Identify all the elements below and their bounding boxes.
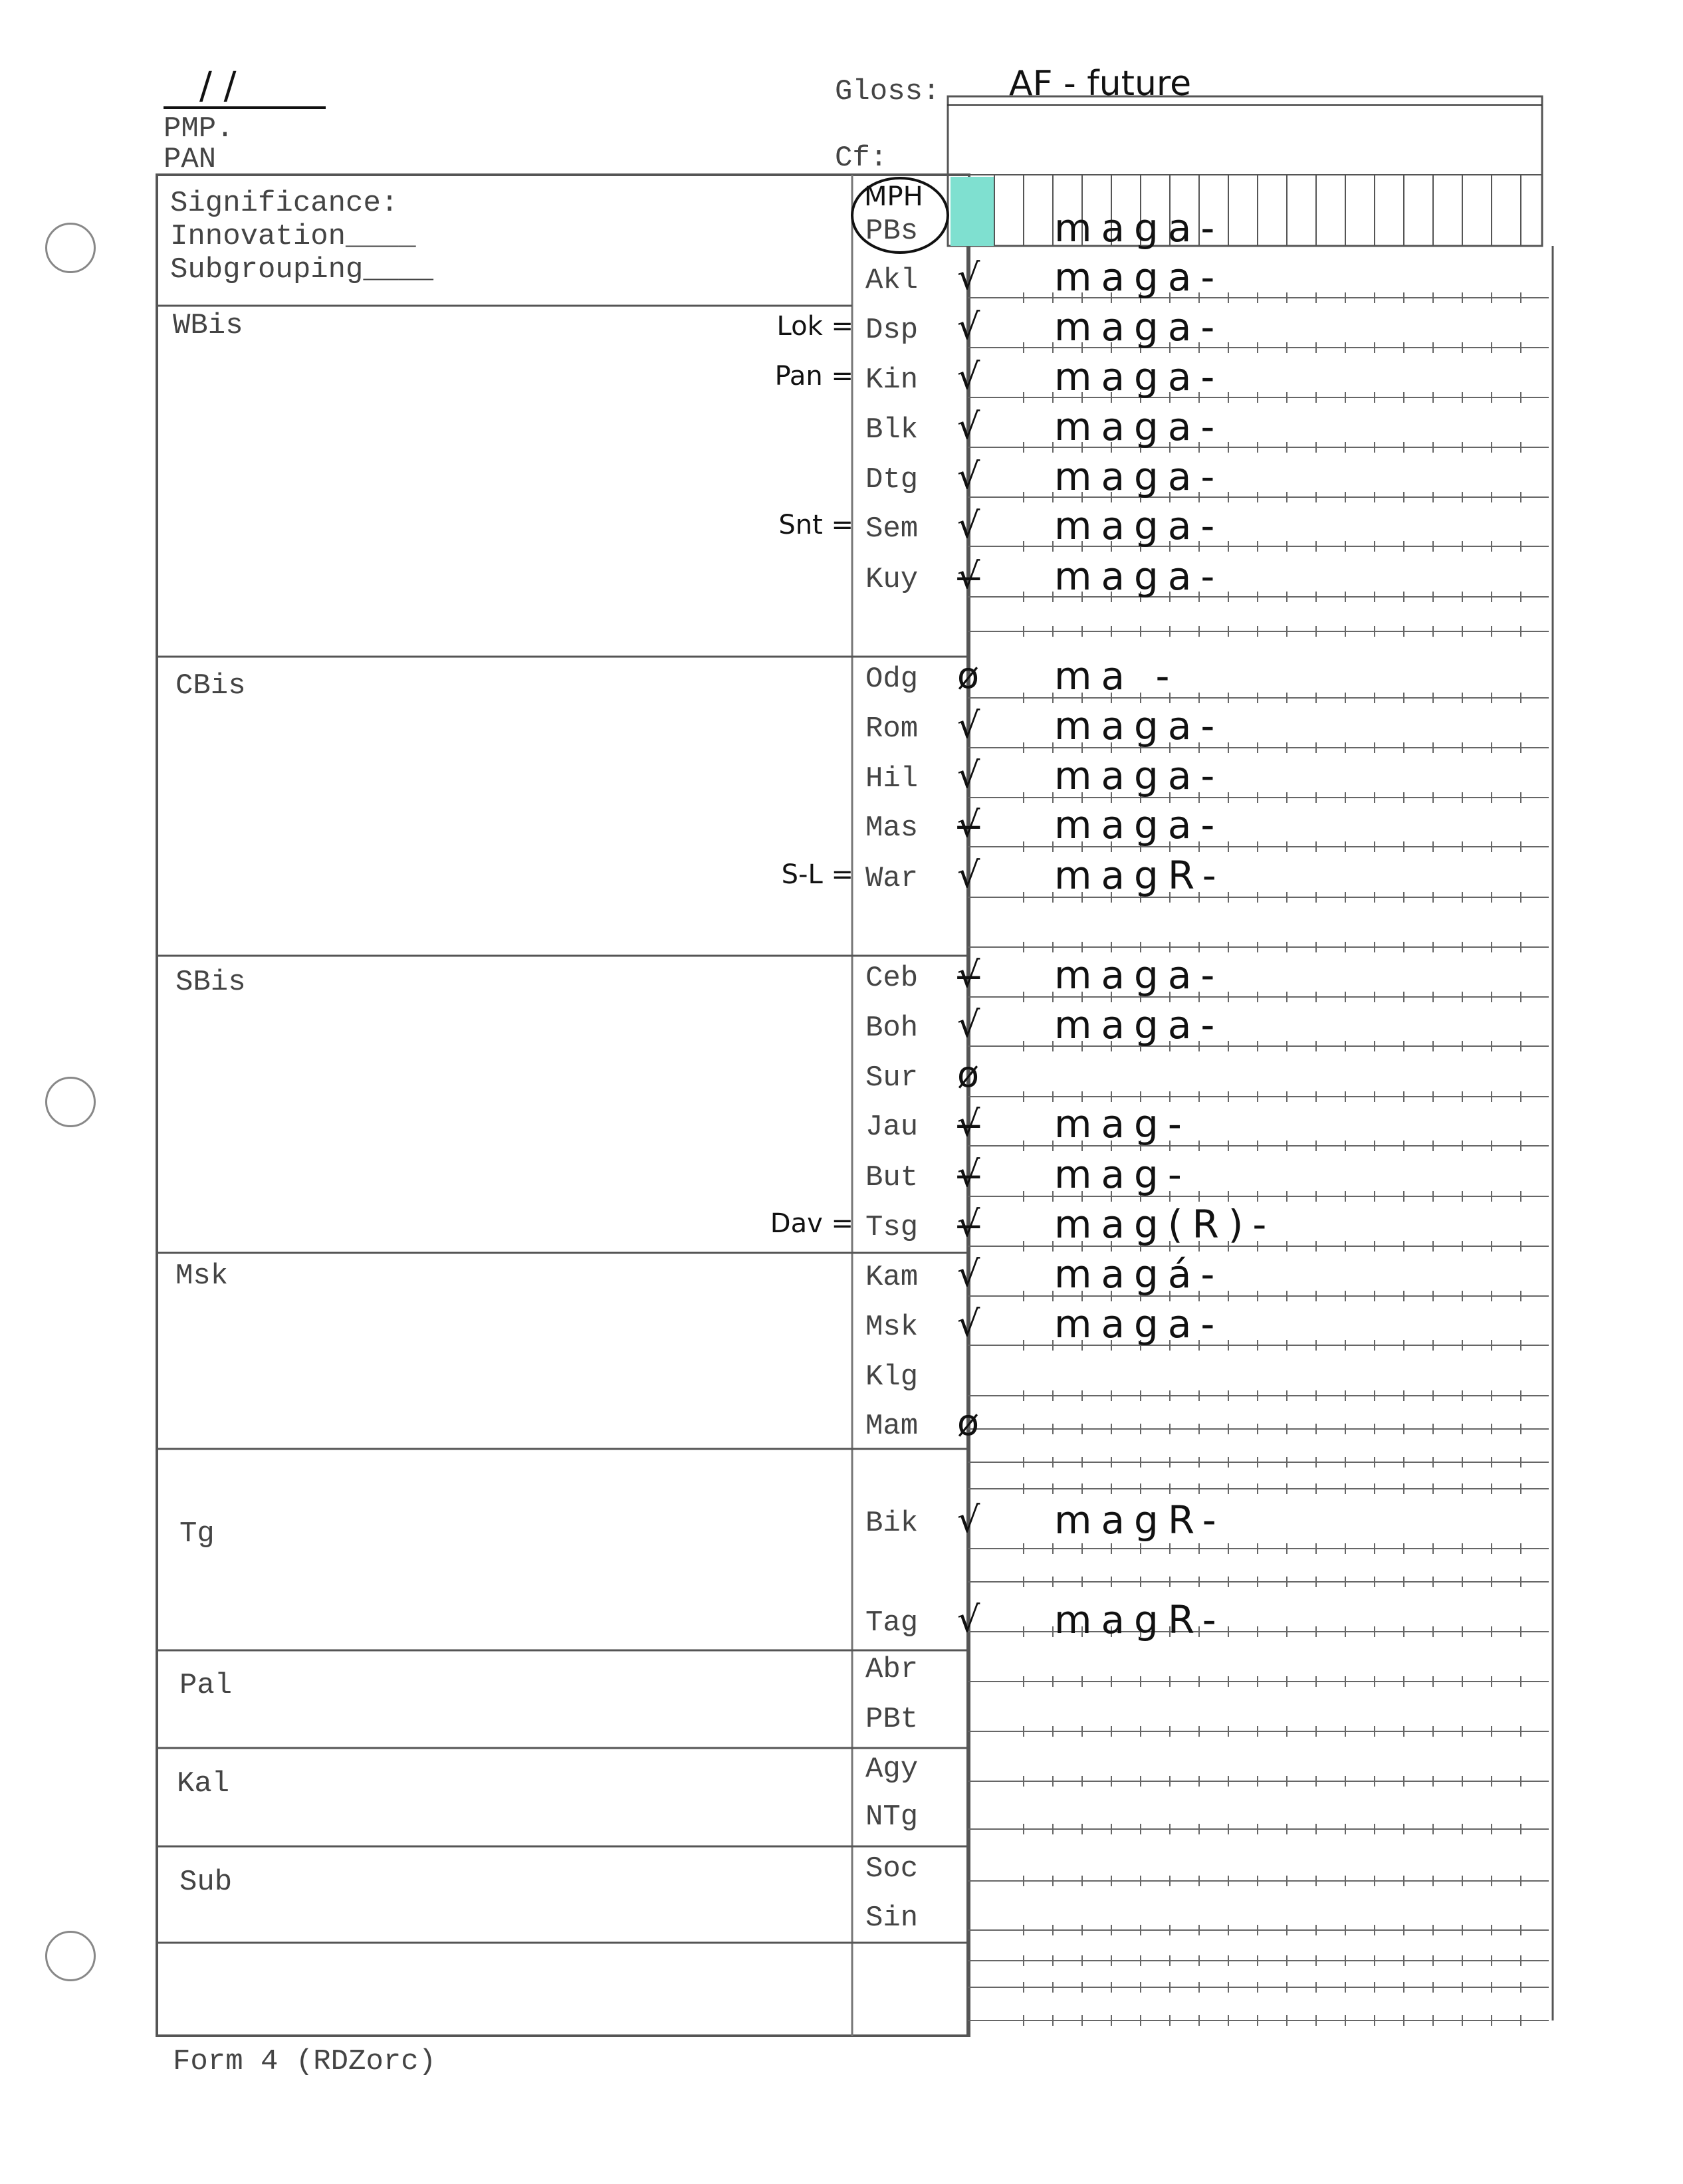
language-code: Klg — [865, 1361, 919, 1394]
cognate-mark: √ — [957, 504, 980, 546]
reflex-form: maga- — [1054, 802, 1224, 847]
cognate-mark: √ — [957, 1253, 980, 1295]
reflex-form: maga- — [1054, 503, 1224, 548]
language-code: Abr — [865, 1653, 919, 1686]
language-code: Kin — [865, 364, 919, 397]
reflex-form: maga- — [1054, 952, 1224, 998]
reflex-form: magá- — [1054, 1252, 1224, 1297]
reflex-form: magR- — [1054, 853, 1226, 898]
reflex-form: ma - — [1054, 653, 1179, 699]
mph-note: MPH — [864, 181, 923, 212]
cognate-mark: √ — [957, 705, 980, 746]
cognate-mark: ø — [957, 1402, 980, 1444]
cognate-mark: √ — [957, 1499, 980, 1541]
region-label: WBis — [173, 309, 243, 342]
language-code: Agy — [865, 1753, 919, 1786]
reflex-form: maga- — [1054, 354, 1224, 399]
reflex-form: mag- — [1054, 1101, 1191, 1147]
cognate-mark: √ — [957, 1004, 980, 1045]
gloss-value: AF - future — [1009, 64, 1192, 104]
language-code: Sur — [865, 1061, 919, 1095]
cognate-mark: ø — [957, 1053, 980, 1095]
reflex-form: magR- — [1054, 1497, 1226, 1543]
region-label: Pal — [179, 1669, 233, 1702]
reflex-form: magR- — [1054, 1597, 1226, 1642]
cognate-mark: √̶ — [957, 555, 980, 597]
language-code: But — [865, 1161, 919, 1194]
region-label: Kal — [177, 1767, 230, 1801]
region-label: Tg — [179, 1517, 215, 1551]
cognate-mark: √ — [957, 405, 980, 447]
cognate-mark: √ — [957, 854, 980, 896]
language-code: War — [865, 862, 919, 895]
cognate-mark: √ — [957, 356, 980, 397]
language-code: Ceb — [865, 962, 919, 995]
reflex-form: maga- — [1054, 304, 1224, 350]
language-code: Sem — [865, 512, 919, 546]
reflex-form: maga- — [1054, 255, 1224, 300]
cognate-mark: √ — [957, 1303, 980, 1345]
region-label: SBis — [175, 966, 246, 999]
reflex-form: maga- — [1054, 404, 1224, 449]
row-note: Snt = — [778, 510, 853, 540]
region-label: CBis — [175, 669, 246, 703]
language-code: Rom — [865, 712, 919, 746]
row-note: Dav = — [770, 1208, 853, 1239]
pan-label: PAN — [164, 143, 217, 176]
reflex-form: mag- — [1054, 1152, 1191, 1197]
row-note: S-L = — [781, 859, 853, 890]
reflex-form: maga- — [1054, 205, 1224, 251]
row-note: Lok = — [776, 311, 853, 342]
language-code: Tsg — [865, 1211, 919, 1244]
reflex-form: maga- — [1054, 753, 1224, 798]
language-code: NTg — [865, 1801, 919, 1834]
language-code: PBs — [865, 215, 919, 248]
language-code: Soc — [865, 1852, 919, 1886]
language-code: Odg — [865, 663, 919, 696]
reflex-form: maga- — [1054, 1301, 1224, 1347]
cognate-mark: √̶ — [957, 1153, 980, 1195]
cognate-mark: √̶ — [957, 1103, 980, 1145]
cognate-mark: √ — [957, 455, 980, 497]
cognate-mark: √̶ — [957, 804, 980, 845]
cognate-mark: √ — [957, 306, 980, 348]
cf-label: Cf: — [835, 142, 888, 175]
language-code: Boh — [865, 1012, 919, 1045]
reflex-form: maga- — [1054, 454, 1224, 499]
cognate-mark: √ — [957, 1598, 980, 1640]
reflex-form: maga- — [1054, 703, 1224, 748]
language-code: Kam — [865, 1261, 919, 1294]
reflex-form: maga- — [1054, 1002, 1224, 1047]
cognate-mark: √̶ — [957, 954, 980, 996]
language-code: Kuy — [865, 563, 919, 596]
language-code: Bik — [865, 1507, 919, 1540]
reflex-form: mag(R)- — [1054, 1202, 1276, 1247]
language-code: Mam — [865, 1410, 919, 1443]
language-code: Dsp — [865, 314, 919, 347]
highlight-cell — [951, 177, 994, 246]
language-code: Mas — [865, 812, 919, 845]
language-code: Tag — [865, 1606, 919, 1640]
date-blank: / / — [199, 64, 237, 108]
cognate-mark: √ — [957, 754, 980, 796]
innovation-label: Innovation____ — [170, 220, 416, 253]
language-code: Msk — [865, 1311, 919, 1344]
gloss-label: Gloss: — [835, 75, 941, 108]
language-code: Sin — [865, 1902, 919, 1935]
row-note: Pan = — [774, 361, 853, 391]
region-label: Msk — [175, 1259, 229, 1293]
cognate-mark: √ — [957, 256, 980, 298]
language-code: Hil — [865, 762, 919, 796]
region-label: Sub — [179, 1866, 233, 1899]
language-code: Jau — [865, 1111, 919, 1144]
subgrouping-label: Subgrouping____ — [170, 253, 434, 286]
language-code: PBt — [865, 1703, 919, 1736]
cognate-mark: √̶ — [957, 1203, 980, 1245]
form-footer: Form 4 (RDZorc) — [173, 2045, 437, 2078]
pmp-label: PMP. — [164, 112, 234, 146]
significance-title: Significance: — [170, 187, 399, 220]
language-code: Akl — [865, 264, 919, 297]
language-code: Dtg — [865, 463, 919, 496]
language-code: Blk — [865, 413, 919, 447]
reflex-form: maga- — [1054, 554, 1224, 599]
cognate-mark: ø — [957, 655, 980, 697]
